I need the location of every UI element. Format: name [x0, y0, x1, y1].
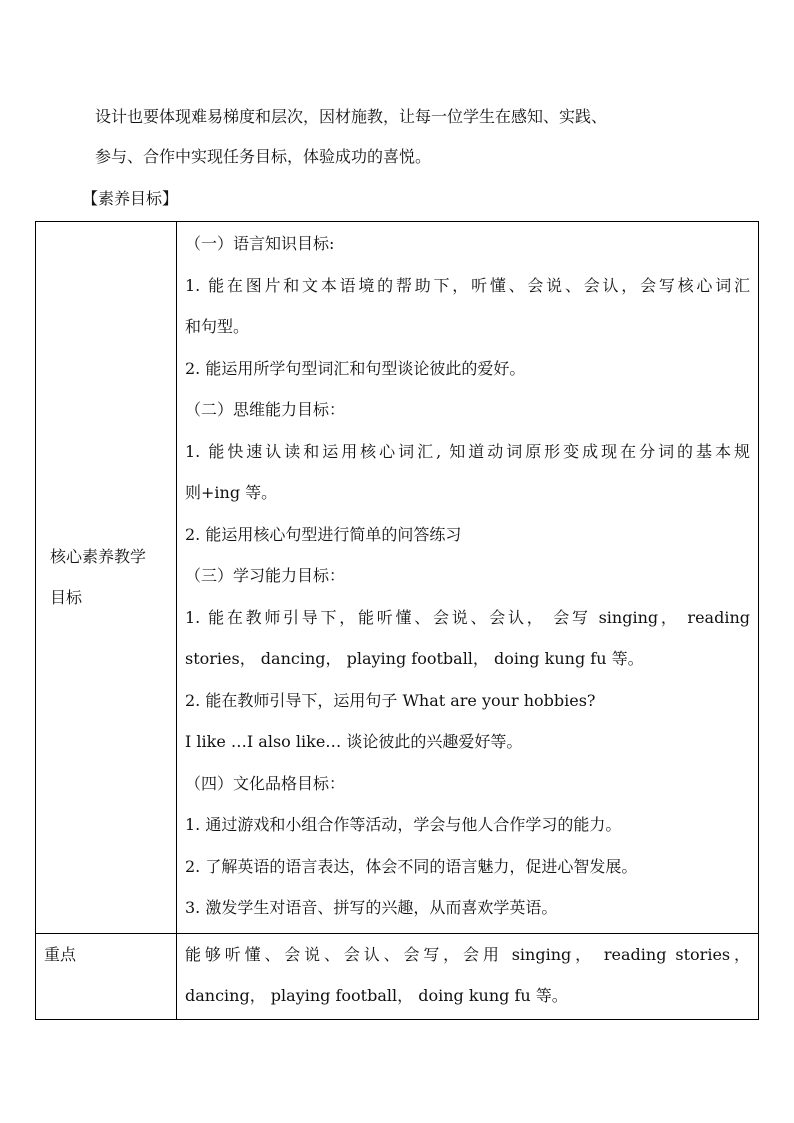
key-points-content-cell	[177, 933, 759, 1019]
key-points-line-2: dancing， playing football， doing kung fu 等。	[185, 986, 568, 1005]
goal-item: （二）思维能力目标：	[185, 400, 346, 419]
core-goals-label-line-2: 目标	[50, 588, 83, 608]
goals-table	[35, 221, 759, 1020]
goal-item: 2. 能在教师引导下，运用句子 What are your hobbies?	[185, 690, 596, 710]
goal-item: 和句型。	[185, 317, 250, 336]
goal-item: 1. 通过游戏和小组合作等活动，学会与他人合作学习的能力。	[185, 815, 622, 834]
goal-item: 1. 能在教师引导下，能听懂、会说、会认， 会写 singing， reading	[185, 607, 750, 627]
core-goals-label-cell	[36, 222, 177, 934]
goal-item: 则+ing 等。	[185, 483, 278, 502]
goal-item: 1. 能快速认读和运用核心词汇, 知道动词原形变成现在分词的基本规	[185, 441, 750, 461]
section-heading: 【素养目标】	[82, 189, 179, 208]
intro-line-1: 设计也要体现难易梯度和层次，因材施教，让每一位学生在感知、实践、	[95, 107, 608, 126]
core-goals-row	[36, 222, 759, 934]
goal-item: 1. 能在图片和文本语境的帮助下，听懂、会说、会认，会写核心词汇	[185, 275, 750, 295]
goal-item: stories， dancing， playing football， doing kung fu 等。	[185, 649, 644, 668]
key-points-line-1: 能够听懂、会说、会认、会写，会用 singing， reading stories，	[185, 944, 750, 964]
key-points-label: 重点	[44, 944, 77, 964]
goal-item: 2. 了解英语的语言表达，体会不同的语言魅力，促进心智发展。	[185, 856, 638, 876]
intro-line-2: 参与、合作中实现任务目标，体验成功的喜悦。	[95, 147, 432, 166]
goal-item: （四）文化品格目标：	[185, 773, 346, 793]
key-points-row	[36, 933, 759, 1019]
core-goals-content-cell	[177, 222, 759, 934]
goal-item: （三）学习能力目标：	[185, 566, 346, 585]
goal-item: I like …I also like… 谈论彼此的兴趣爱好等。	[185, 732, 523, 751]
goal-item: （一）语言知识目标:	[185, 234, 335, 253]
goal-item: 3. 激发学生对语音、拼写的兴趣，从而喜欢学英语。	[185, 898, 558, 917]
core-goals-label-line-1: 核心素养教学	[50, 547, 147, 567]
key-points-label-cell	[36, 933, 177, 1019]
goal-item: 2. 能运用核心句型进行简单的问答练习	[185, 524, 462, 544]
goal-item: 2. 能运用所学句型词汇和句型谈论彼此的爱好。	[185, 358, 526, 378]
